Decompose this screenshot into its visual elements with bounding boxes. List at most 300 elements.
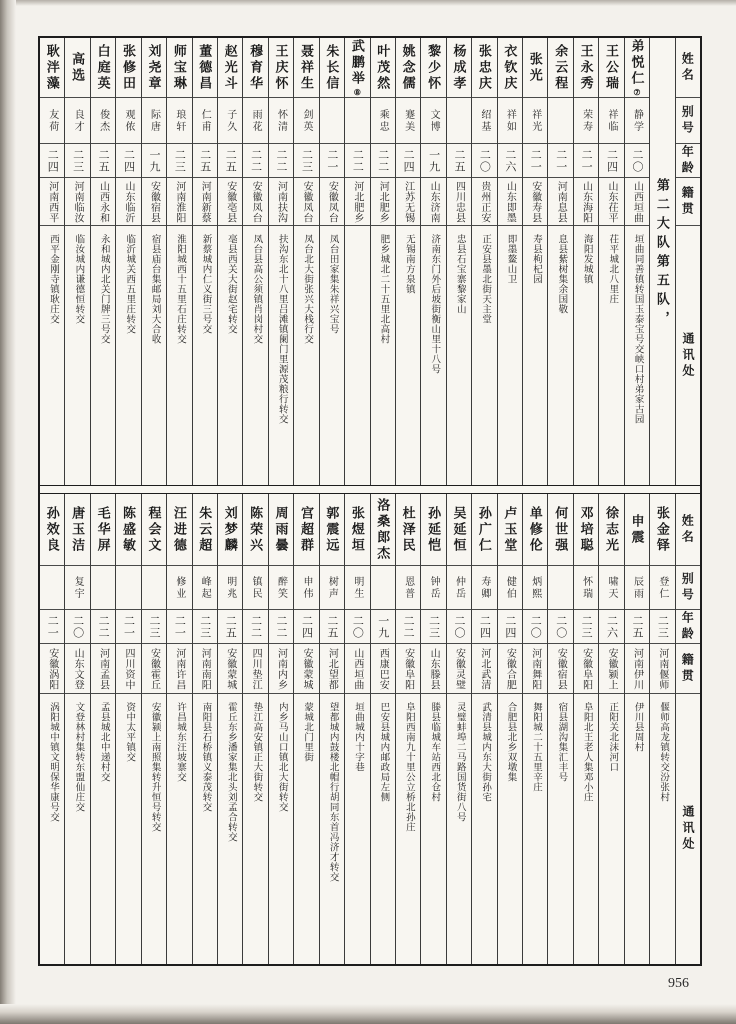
person-age: 二四 xyxy=(498,610,522,644)
person-address: 临沂城关西五里庄转交 xyxy=(124,234,135,334)
person-native-place: 河南伊川 xyxy=(625,644,649,694)
person-column xyxy=(370,38,395,485)
field-label: 别号 xyxy=(676,98,700,144)
person-column xyxy=(573,38,598,485)
person-name: 弟悦仁 ⑦ xyxy=(625,38,649,98)
person-native-place: 安徽阜阳 xyxy=(574,644,598,694)
person-column xyxy=(649,494,674,964)
person-name: 程会文 xyxy=(142,494,166,566)
person-courtesy-name xyxy=(345,98,369,144)
person-name: 汪进德 xyxy=(167,494,191,566)
person-address: 正安县墨北街天主堂 xyxy=(480,234,491,324)
person-age: 二五 xyxy=(91,144,115,178)
person-age: 二五 xyxy=(218,144,242,178)
person-native-place: 山东即墨 xyxy=(498,178,522,226)
person-courtesy-name xyxy=(447,98,471,144)
person-native-place: 河南新蔡 xyxy=(193,178,217,226)
person-address: 凤台北大街张兴大栈行交 xyxy=(302,234,313,344)
person-name: 武鹏举 ⑧ xyxy=(345,38,369,98)
person-courtesy-name xyxy=(91,566,115,610)
person-age: 二四 xyxy=(40,144,64,178)
person-name: 张煜垣 xyxy=(345,494,369,566)
person-address: 偃师高龙镇转交汾张村 xyxy=(658,702,669,802)
person-courtesy-name: 祥如 xyxy=(498,98,522,144)
person-courtesy-name: 修业 xyxy=(167,566,191,610)
person-column xyxy=(471,38,496,485)
person-native-place: 河南淮阳 xyxy=(167,178,191,226)
person-courtesy-name: 峰起 xyxy=(193,566,217,610)
person-age: 二六 xyxy=(599,610,623,644)
person-column xyxy=(497,38,522,485)
person-native-place: 山东滕县 xyxy=(421,644,445,694)
person-column xyxy=(192,494,217,964)
person-address: 西平金刚寺镇耿庄交 xyxy=(47,234,58,324)
person-address: 许昌城东汪坡寨交 xyxy=(175,702,186,782)
person-name: 申震 xyxy=(625,494,649,566)
person-name: 赵光斗 xyxy=(218,38,242,98)
person-address: 内乡马山口镇北大街转交 xyxy=(276,702,287,812)
band-top xyxy=(40,38,700,486)
person-name: 何世强 xyxy=(548,494,572,566)
person-native-place: 四川资中 xyxy=(116,644,140,694)
footnote-mark: ⑧ xyxy=(352,87,362,97)
person-age: 二一 xyxy=(523,144,547,178)
person-native-place: 安徽阜阳 xyxy=(396,644,420,694)
person-native-place: 河南扶沟 xyxy=(269,178,293,226)
person-address: 蒙城北门里街 xyxy=(302,702,313,762)
person-address: 舞阳城二十五里辛庄 xyxy=(530,702,541,792)
person-native-place: 山东济南 xyxy=(421,178,445,226)
person-age: 二〇 xyxy=(523,610,547,644)
person-name: 耿泮藻 xyxy=(40,38,64,98)
person-column xyxy=(192,38,217,485)
person-native-place: 河南舞阳 xyxy=(523,644,547,694)
person-address: 滕县临城车站西北仓村 xyxy=(429,702,440,802)
person-age: 二一 xyxy=(574,144,598,178)
person-column xyxy=(522,494,547,964)
person-age: 二〇 xyxy=(625,144,649,178)
person-native-place: 安徽蒙城 xyxy=(294,644,318,694)
person-column xyxy=(573,494,598,964)
field-labels-column xyxy=(675,38,700,485)
person-column xyxy=(547,494,572,964)
person-courtesy-name: 仁甫 xyxy=(193,98,217,144)
person-column xyxy=(268,494,293,964)
person-column xyxy=(420,38,445,485)
person-courtesy-name: 醉笑 xyxy=(269,566,293,610)
person-name: 朱长信 xyxy=(320,38,344,98)
person-courtesy-name: 啸天 xyxy=(599,566,623,610)
person-name: 高选 xyxy=(65,38,89,98)
person-column xyxy=(471,494,496,964)
person-address: 永和城内北关门牌三号交 xyxy=(98,234,109,344)
person-name: 聂祥生 xyxy=(294,38,318,98)
person-courtesy-name xyxy=(371,566,395,610)
person-age: 二三 xyxy=(574,610,598,644)
person-column xyxy=(497,494,522,964)
person-native-place: 安徽涡阳 xyxy=(40,644,64,694)
person-courtesy-name: 子久 xyxy=(218,98,242,144)
person-column xyxy=(166,494,191,964)
person-native-place: 山东海阳 xyxy=(574,178,598,226)
person-column xyxy=(90,38,115,485)
person-address: 合肥县北乡双墩集 xyxy=(505,702,516,782)
person-native-place: 安徽宿县 xyxy=(142,178,166,226)
person-courtesy-name xyxy=(320,98,344,144)
person-courtesy-name: 申伟 xyxy=(294,566,318,610)
field-label: 姓名 xyxy=(676,494,700,566)
person-age: 一九 xyxy=(421,144,445,178)
person-native-place: 安徽凤台 xyxy=(243,178,267,226)
person-native-place: 四川忠县 xyxy=(447,178,471,226)
person-age: 一九 xyxy=(142,144,166,178)
page-number: 956 xyxy=(668,976,689,991)
person-courtesy-name: 友荷 xyxy=(40,98,64,144)
person-name: 董德昌 xyxy=(193,38,217,98)
scan-edge-top xyxy=(0,0,736,6)
person-age: 二四 xyxy=(472,610,496,644)
person-column xyxy=(40,494,64,964)
person-native-place: 山西垣曲 xyxy=(625,178,649,226)
person-column xyxy=(64,494,89,964)
person-native-place: 山东临沂 xyxy=(116,178,140,226)
field-label: 通讯处 xyxy=(680,331,695,380)
person-age: 二二 xyxy=(269,610,293,644)
person-courtesy-name: 静学 xyxy=(625,98,649,144)
person-courtesy-name: 明兆 xyxy=(218,566,242,610)
person-column xyxy=(344,494,369,964)
field-label: 籍贯 xyxy=(676,178,700,226)
person-column xyxy=(522,38,547,485)
person-name: 邓培聪 xyxy=(574,494,598,566)
person-courtesy-name: 雨花 xyxy=(243,98,267,144)
person-name: 朱云超 xyxy=(193,494,217,566)
person-address: 资中太平镇交 xyxy=(124,702,135,762)
person-address: 即墨鳌山卫 xyxy=(505,234,516,284)
person-column xyxy=(115,38,140,485)
person-native-place: 安徽颍上 xyxy=(599,644,623,694)
person-courtesy-name: 观侬 xyxy=(116,98,140,144)
person-name: 白庭英 xyxy=(91,38,115,98)
person-name: 陈荣兴 xyxy=(243,494,267,566)
person-name: 宫超群 xyxy=(294,494,318,566)
field-label: 别号 xyxy=(676,566,700,610)
person-native-place: 安徽寿县 xyxy=(523,178,547,226)
scan-edge-left xyxy=(0,0,16,1024)
person-age: 二〇 xyxy=(65,610,89,644)
person-address: 寿县枸杞园 xyxy=(530,234,541,284)
person-native-place: 贵州正安 xyxy=(472,178,496,226)
person-name: 孙效良 xyxy=(40,494,64,566)
person-native-place: 山东茌平 xyxy=(599,178,623,226)
person-courtesy-name: 乘忠 xyxy=(371,98,395,144)
person-name: 杨成孝 xyxy=(447,38,471,98)
person-column xyxy=(293,494,318,964)
person-courtesy-name xyxy=(40,566,64,610)
person-native-place: 河北武清 xyxy=(472,644,496,694)
person-address xyxy=(345,226,369,485)
person-address: 望都城内鼓楼北帽行胡同东首冯济才转交 xyxy=(327,702,338,882)
person-address: 新蔡城内仁义街三号交 xyxy=(200,234,211,334)
field-label: 年龄 xyxy=(676,144,700,178)
person-age: 二三 xyxy=(193,610,217,644)
person-age: 二四 xyxy=(294,610,318,644)
person-courtesy-name xyxy=(548,566,572,610)
person-name: 师宝琳 xyxy=(167,38,191,98)
person-age: 二〇 xyxy=(472,144,496,178)
person-native-place: 安徽霍丘 xyxy=(142,644,166,694)
person-column xyxy=(395,494,420,964)
person-address: 息县紫树集余国敬 xyxy=(556,234,567,314)
person-column xyxy=(598,38,623,485)
person-address: 海阳发城镇 xyxy=(581,234,592,284)
person-age: 二二 xyxy=(243,144,267,178)
person-native-place: 西康巴安 xyxy=(371,644,395,694)
person-native-place: 安徽合肥 xyxy=(498,644,522,694)
person-native-place: 河南孟县 xyxy=(91,644,115,694)
person-courtesy-name: 炳熙 xyxy=(523,566,547,610)
person-native-place: 安徽亳县 xyxy=(218,178,242,226)
person-name: 黎少怀 xyxy=(421,38,445,98)
field-label: 年龄 xyxy=(676,610,700,644)
band-bottom xyxy=(40,493,700,964)
person-column xyxy=(319,38,344,485)
footnote-mark: ⑦ xyxy=(632,87,642,97)
person-column xyxy=(40,38,64,485)
person-age: 二一 xyxy=(116,610,140,644)
person-address: 忠县石宝寨黎家山 xyxy=(454,234,465,314)
person-courtesy-name: 镇民 xyxy=(243,566,267,610)
person-age: 二五 xyxy=(447,144,471,178)
person-name: 单修伦 xyxy=(523,494,547,566)
person-name: 唐玉洁 xyxy=(65,494,89,566)
squad-title-column xyxy=(649,38,674,485)
person-name: 郭震远 xyxy=(320,494,344,566)
person-age: 二二 xyxy=(243,610,267,644)
person-native-place: 安徽凤台 xyxy=(320,178,344,226)
person-native-place: 河南许昌 xyxy=(167,644,191,694)
person-name: 张金铎 xyxy=(650,494,674,566)
person-name: 陈盛敏 xyxy=(116,494,140,566)
person-courtesy-name xyxy=(116,566,140,610)
person-name: 毛华屏 xyxy=(91,494,115,566)
person-column xyxy=(141,494,166,964)
person-courtesy-name: 蹇美 xyxy=(396,98,420,144)
person-native-place: 河北肥乡 xyxy=(371,178,395,226)
person-age: 二三 xyxy=(142,610,166,644)
person-age: 二五 xyxy=(218,610,242,644)
person-name: 叶茂然 xyxy=(371,38,395,98)
person-address: 垣曲同善镇转国玉泰宝号交峡口村弟家古园 xyxy=(632,234,643,424)
person-native-place: 河北肥乡 xyxy=(345,178,369,226)
person-address: 安徽颍上南照集转升恒号转交 xyxy=(149,702,160,832)
person-courtesy-name: 绍基 xyxy=(472,98,496,144)
person-age: 二二 xyxy=(91,610,115,644)
person-name: 张忠庆 xyxy=(472,38,496,98)
person-name: 姚念儒 xyxy=(396,38,420,98)
person-native-place: 安徽灵璧 xyxy=(447,644,471,694)
person-address: 阜阳北王老人集邓小庄 xyxy=(581,702,592,802)
person-column xyxy=(370,494,395,964)
person-courtesy-name: 文博 xyxy=(421,98,445,144)
person-name: 衣钦庆 xyxy=(498,38,522,98)
person-native-place: 江苏无锡 xyxy=(396,178,420,226)
person-column xyxy=(166,38,191,485)
person-courtesy-name: 钟岳 xyxy=(421,566,445,610)
squad-title: 第二大队第五队， xyxy=(654,178,670,330)
person-courtesy-name: 怀清 xyxy=(269,98,293,144)
person-column xyxy=(217,38,242,485)
person-age: 二五 xyxy=(625,610,649,644)
person-address: 巴安县城内邮政局左侧 xyxy=(378,702,389,802)
person-native-place: 河南偃师 xyxy=(650,644,674,694)
person-address: 宿县湖沟集汇丰号 xyxy=(556,702,567,782)
person-name: 刘梦麟 xyxy=(218,494,242,566)
person-name: 孙延恺 xyxy=(421,494,445,566)
person-native-place: 四川垫江 xyxy=(243,644,267,694)
person-column xyxy=(242,38,267,485)
person-age: 二四 xyxy=(116,144,140,178)
person-address: 凤台田家集朱祥兴宝号 xyxy=(327,234,338,334)
person-column xyxy=(446,494,471,964)
directory-table xyxy=(38,36,702,966)
person-courtesy-name: 祥临 xyxy=(599,98,623,144)
person-age: 二二 xyxy=(345,144,369,178)
person-address: 灵璧蚌埠二马路国货街八号 xyxy=(454,702,465,822)
person-name: 王公瑞 xyxy=(599,38,623,98)
person-column xyxy=(217,494,242,964)
band-separator xyxy=(40,486,700,493)
person-age: 二五 xyxy=(320,610,344,644)
person-address: 扶沟东北十八里吕滩镇阑门里源茂粮行转交 xyxy=(276,234,287,424)
person-courtesy-name: 琅轩 xyxy=(167,98,191,144)
person-courtesy-name: 祥光 xyxy=(523,98,547,144)
person-name: 刘尧章 xyxy=(142,38,166,98)
person-name: 徐志光 xyxy=(599,494,623,566)
person-column xyxy=(141,38,166,485)
person-address: 无锡南方泉镇 xyxy=(403,234,414,294)
person-column xyxy=(624,38,649,485)
person-name: 杜泽民 xyxy=(396,494,420,566)
person-name: 周雨曇 xyxy=(269,494,293,566)
person-courtesy-name: 俊杰 xyxy=(91,98,115,144)
person-native-place: 安徽蒙城 xyxy=(218,644,242,694)
person-column xyxy=(395,38,420,485)
person-native-place: 河南息县 xyxy=(548,178,572,226)
person-address: 武清县城内东大街孙宅 xyxy=(480,702,491,802)
person-courtesy-name: 健伯 xyxy=(498,566,522,610)
person-column xyxy=(624,494,649,964)
person-courtesy-name: 恩普 xyxy=(396,566,420,610)
person-name: 张光 xyxy=(523,38,547,98)
person-age: 二一 xyxy=(40,610,64,644)
person-address: 垫江高安镇正大街转交 xyxy=(251,702,262,802)
person-age: 二四 xyxy=(599,144,623,178)
person-age: 二四 xyxy=(396,144,420,178)
person-age: 二二 xyxy=(269,144,293,178)
person-courtesy-name: 寿卿 xyxy=(472,566,496,610)
person-age: 二一 xyxy=(320,144,344,178)
person-name: 王庆怀 xyxy=(269,38,293,98)
person-age: 一九 xyxy=(371,610,395,644)
person-native-place: 河南西平 xyxy=(40,178,64,226)
person-age: 二〇 xyxy=(345,610,369,644)
person-address: 南阳县石桥镇义泰茂转交 xyxy=(200,702,211,812)
person-name: 卢玉堂 xyxy=(498,494,522,566)
person-courtesy-name xyxy=(548,98,572,144)
person-name: 穆育华 xyxy=(243,38,267,98)
person-native-place: 安徽宿县 xyxy=(548,644,572,694)
person-age: 二〇 xyxy=(548,610,572,644)
person-column xyxy=(268,38,293,485)
person-courtesy-name: 怀瑞 xyxy=(574,566,598,610)
person-courtesy-name: 复宇 xyxy=(65,566,89,610)
person-age: 二五 xyxy=(193,144,217,178)
person-column xyxy=(598,494,623,964)
person-courtesy-name: 仲岳 xyxy=(447,566,471,610)
person-courtesy-name: 树声 xyxy=(320,566,344,610)
scan-edge-bottom xyxy=(0,1004,736,1024)
person-column xyxy=(90,494,115,964)
person-name: 张修田 xyxy=(116,38,140,98)
field-label: 姓名 xyxy=(676,38,700,98)
person-address: 文登林村集转东盟仙庄交 xyxy=(73,702,84,812)
person-column xyxy=(547,38,572,485)
person-age: 二三 xyxy=(167,144,191,178)
person-age: 二〇 xyxy=(447,610,471,644)
person-address: 宿县庙台集邮局刘大合收 xyxy=(149,234,160,344)
person-name: 余云程 xyxy=(548,38,572,98)
person-address: 孟县城北中递村交 xyxy=(98,702,109,782)
person-address: 肥乡城北二十五里北高村 xyxy=(378,234,389,344)
person-native-place: 河北望都 xyxy=(320,644,344,694)
person-courtesy-name: 明生 xyxy=(345,566,369,610)
person-age: 二二 xyxy=(371,144,395,178)
person-address: 亳县西关大街赵宅转交 xyxy=(225,234,236,334)
person-address: 临汝城内谦德恒转交 xyxy=(73,234,84,324)
person-column xyxy=(115,494,140,964)
person-native-place: 河南内乡 xyxy=(269,644,293,694)
person-address: 正阳关北沫河口 xyxy=(607,702,618,772)
person-age: 二三 xyxy=(650,610,674,644)
person-courtesy-name: 登仁 xyxy=(650,566,674,610)
person-native-place: 河南南阳 xyxy=(193,644,217,694)
person-native-place: 山西垣曲 xyxy=(345,644,369,694)
person-address: 霍丘东乡潘家集北头刘孟合转交 xyxy=(225,702,236,842)
person-courtesy-name: 辰雨 xyxy=(625,566,649,610)
person-native-place: 河南临汝 xyxy=(65,178,89,226)
person-address: 涡阳城中镇文明保华康号交 xyxy=(47,702,58,822)
person-native-place: 山西永和 xyxy=(91,178,115,226)
person-courtesy-name: 剑英 xyxy=(294,98,318,144)
person-courtesy-name xyxy=(142,566,166,610)
person-column xyxy=(446,38,471,485)
field-label: 通讯处 xyxy=(680,805,695,853)
person-column xyxy=(344,38,369,485)
person-column xyxy=(64,38,89,485)
person-age: 二三 xyxy=(65,144,89,178)
person-column xyxy=(319,494,344,964)
person-courtesy-name: 荣寿 xyxy=(574,98,598,144)
person-column xyxy=(293,38,318,485)
person-address: 阜阳西南九十里公立桥北孙庄 xyxy=(403,702,414,832)
person-age: 二二 xyxy=(396,610,420,644)
person-address: 凤台县高公须镇肖岗村交 xyxy=(251,234,262,344)
person-age: 二六 xyxy=(498,144,522,178)
person-name: 吴延恒 xyxy=(447,494,471,566)
person-address: 济南东门外后坡街衡山里十八号 xyxy=(429,234,440,374)
person-age: 二三 xyxy=(294,144,318,178)
